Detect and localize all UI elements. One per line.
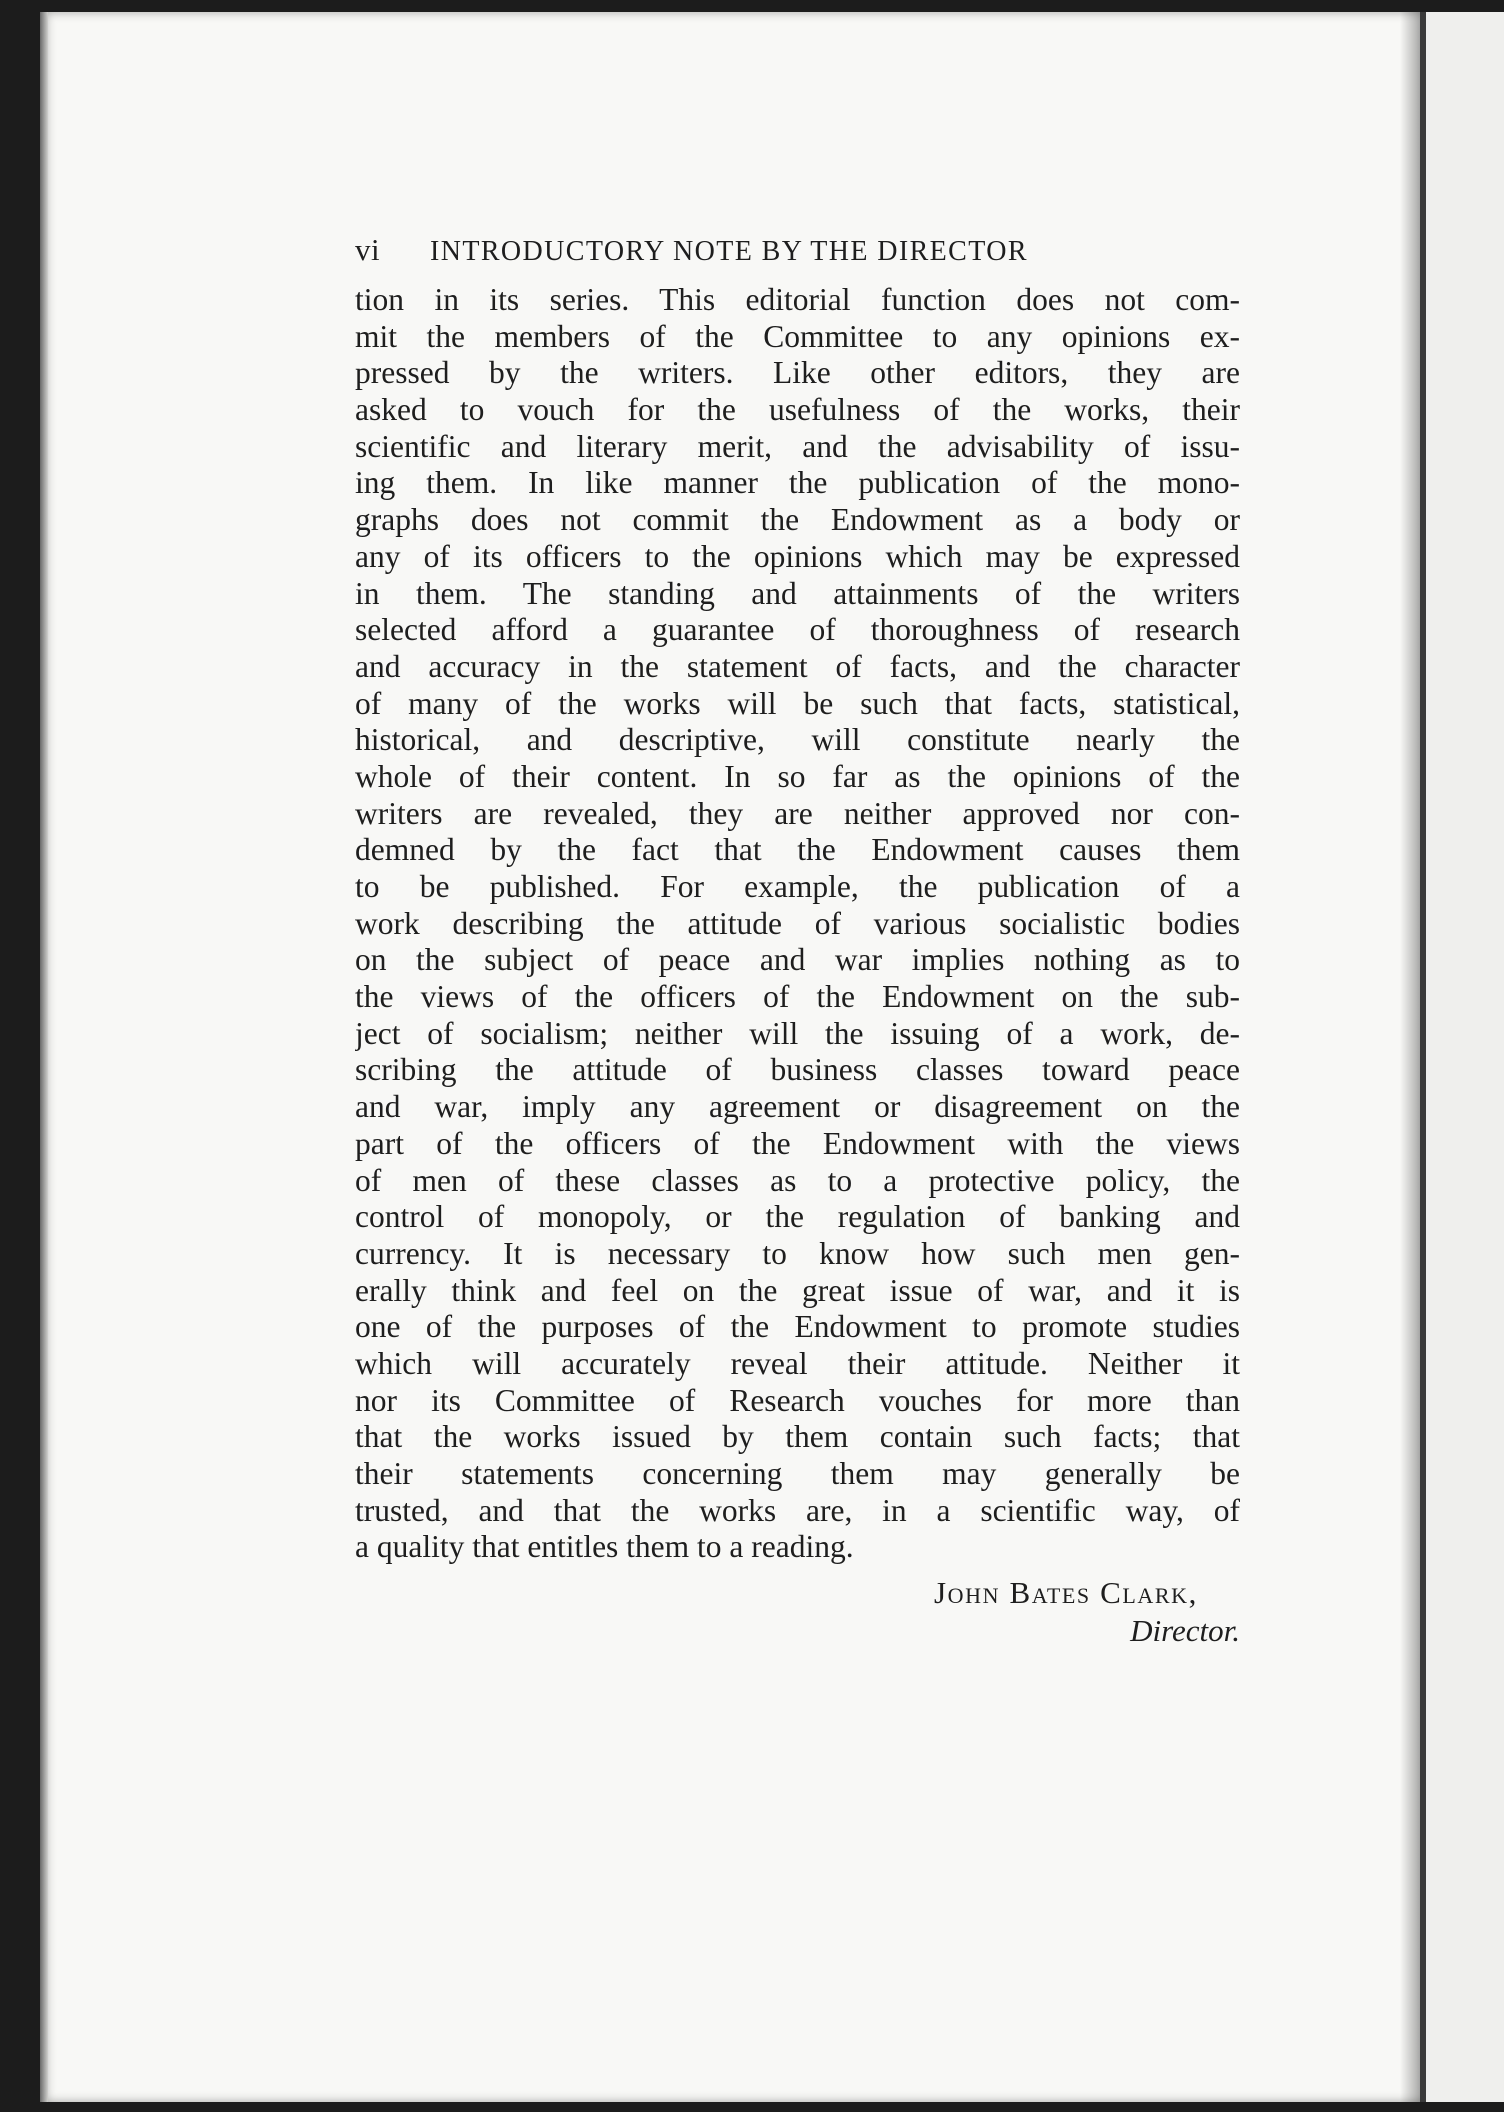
- text-line: that the works issued by them contain such facts; that: [355, 1419, 1240, 1455]
- text-line: to be published. For example, the publication of a: [355, 869, 1240, 904]
- text-line: of many of the works will be such that facts, statistical,: [355, 685, 1240, 721]
- text-line: on the subject of peace and war implies nothing as to: [355, 942, 1240, 978]
- text-line: tion in its series. This editorial function does not com-: [355, 282, 1240, 317]
- text-line: their statements concerning them may generally be: [355, 1456, 1240, 1491]
- text-line: in them. The standing and attainments of the writers: [355, 575, 1240, 611]
- signature-block: [355, 1574, 1240, 1650]
- running-head-title: INTRODUCTORY NOTE BY THE DIRECTOR: [430, 236, 1028, 267]
- text-line: any of its officers to the opinions which may be expressed: [355, 538, 1240, 574]
- text-line: currency. It is necessary to know how such men gen-: [355, 1235, 1240, 1271]
- text-line: writers are revealed, they are neither approved nor con-: [355, 795, 1240, 831]
- page-text-block: [355, 232, 1240, 1650]
- text-line: of men of these classes as to a protective policy, the: [355, 1162, 1240, 1198]
- text-line: ject of socialism; neither will the issuing of a work, de-: [355, 1015, 1240, 1051]
- text-line: historical, and descriptive, will constitute nearly the: [355, 722, 1240, 758]
- text-line: scribing the attitude of business classes toward peace: [355, 1052, 1240, 1088]
- text-line: work describing the attitude of various socialistic bodies: [355, 905, 1240, 941]
- text-line: mit the members of the Committee to any opinions ex-: [355, 318, 1240, 354]
- body-paragraph: [355, 282, 1240, 1566]
- text-line: scientific and literary merit, and the advisability of issu-: [355, 428, 1240, 464]
- text-line: demned by the fact that the Endowment causes them: [355, 832, 1240, 868]
- text-line: and accuracy in the statement of facts, and the character: [355, 648, 1240, 684]
- text-line: ing them. In like manner the publication of the mono-: [355, 465, 1240, 501]
- text-line: pressed by the writers. Like other editors, they are: [355, 355, 1240, 391]
- page-left-edge: [40, 12, 48, 2102]
- text-line: nor its Committee of Research vouches for more than: [355, 1382, 1240, 1418]
- signature-title: Director.: [1130, 1613, 1240, 1649]
- text-line: asked to vouch for the usefulness of the works, their: [355, 392, 1240, 428]
- text-line: trusted, and that the works are, in a scientific way, of: [355, 1492, 1240, 1528]
- text-line: whole of their content. In so far as the opinions of the: [355, 758, 1240, 794]
- signature-name: John Bates Clark,: [934, 1575, 1198, 1611]
- text-line: which will accurately reveal their attitude. Neither it: [355, 1345, 1240, 1381]
- text-line: one of the purposes of the Endowment to promote studies: [355, 1309, 1240, 1345]
- text-line: graphs does not commit the Endowment as a body or: [355, 502, 1240, 538]
- text-line: the views of the officers of the Endowment on the sub-: [355, 979, 1240, 1015]
- text-line: part of the officers of the Endowment with the views: [355, 1125, 1240, 1161]
- page-number: vi: [355, 232, 381, 267]
- gutter-shadow: [1400, 12, 1422, 2102]
- text-line: a quality that entitles them to a reading.: [355, 1529, 854, 1565]
- text-line: selected afford a guarantee of thoroughness of research: [355, 612, 1240, 648]
- running-head: [355, 232, 1240, 274]
- text-line: erally think and feel on the great issue of war, and it is: [355, 1272, 1240, 1308]
- text-line: control of monopoly, or the regulation of banking and: [355, 1199, 1240, 1235]
- facing-page-edge: [1420, 12, 1504, 2102]
- text-line: and war, imply any agreement or disagreement on the: [355, 1089, 1240, 1125]
